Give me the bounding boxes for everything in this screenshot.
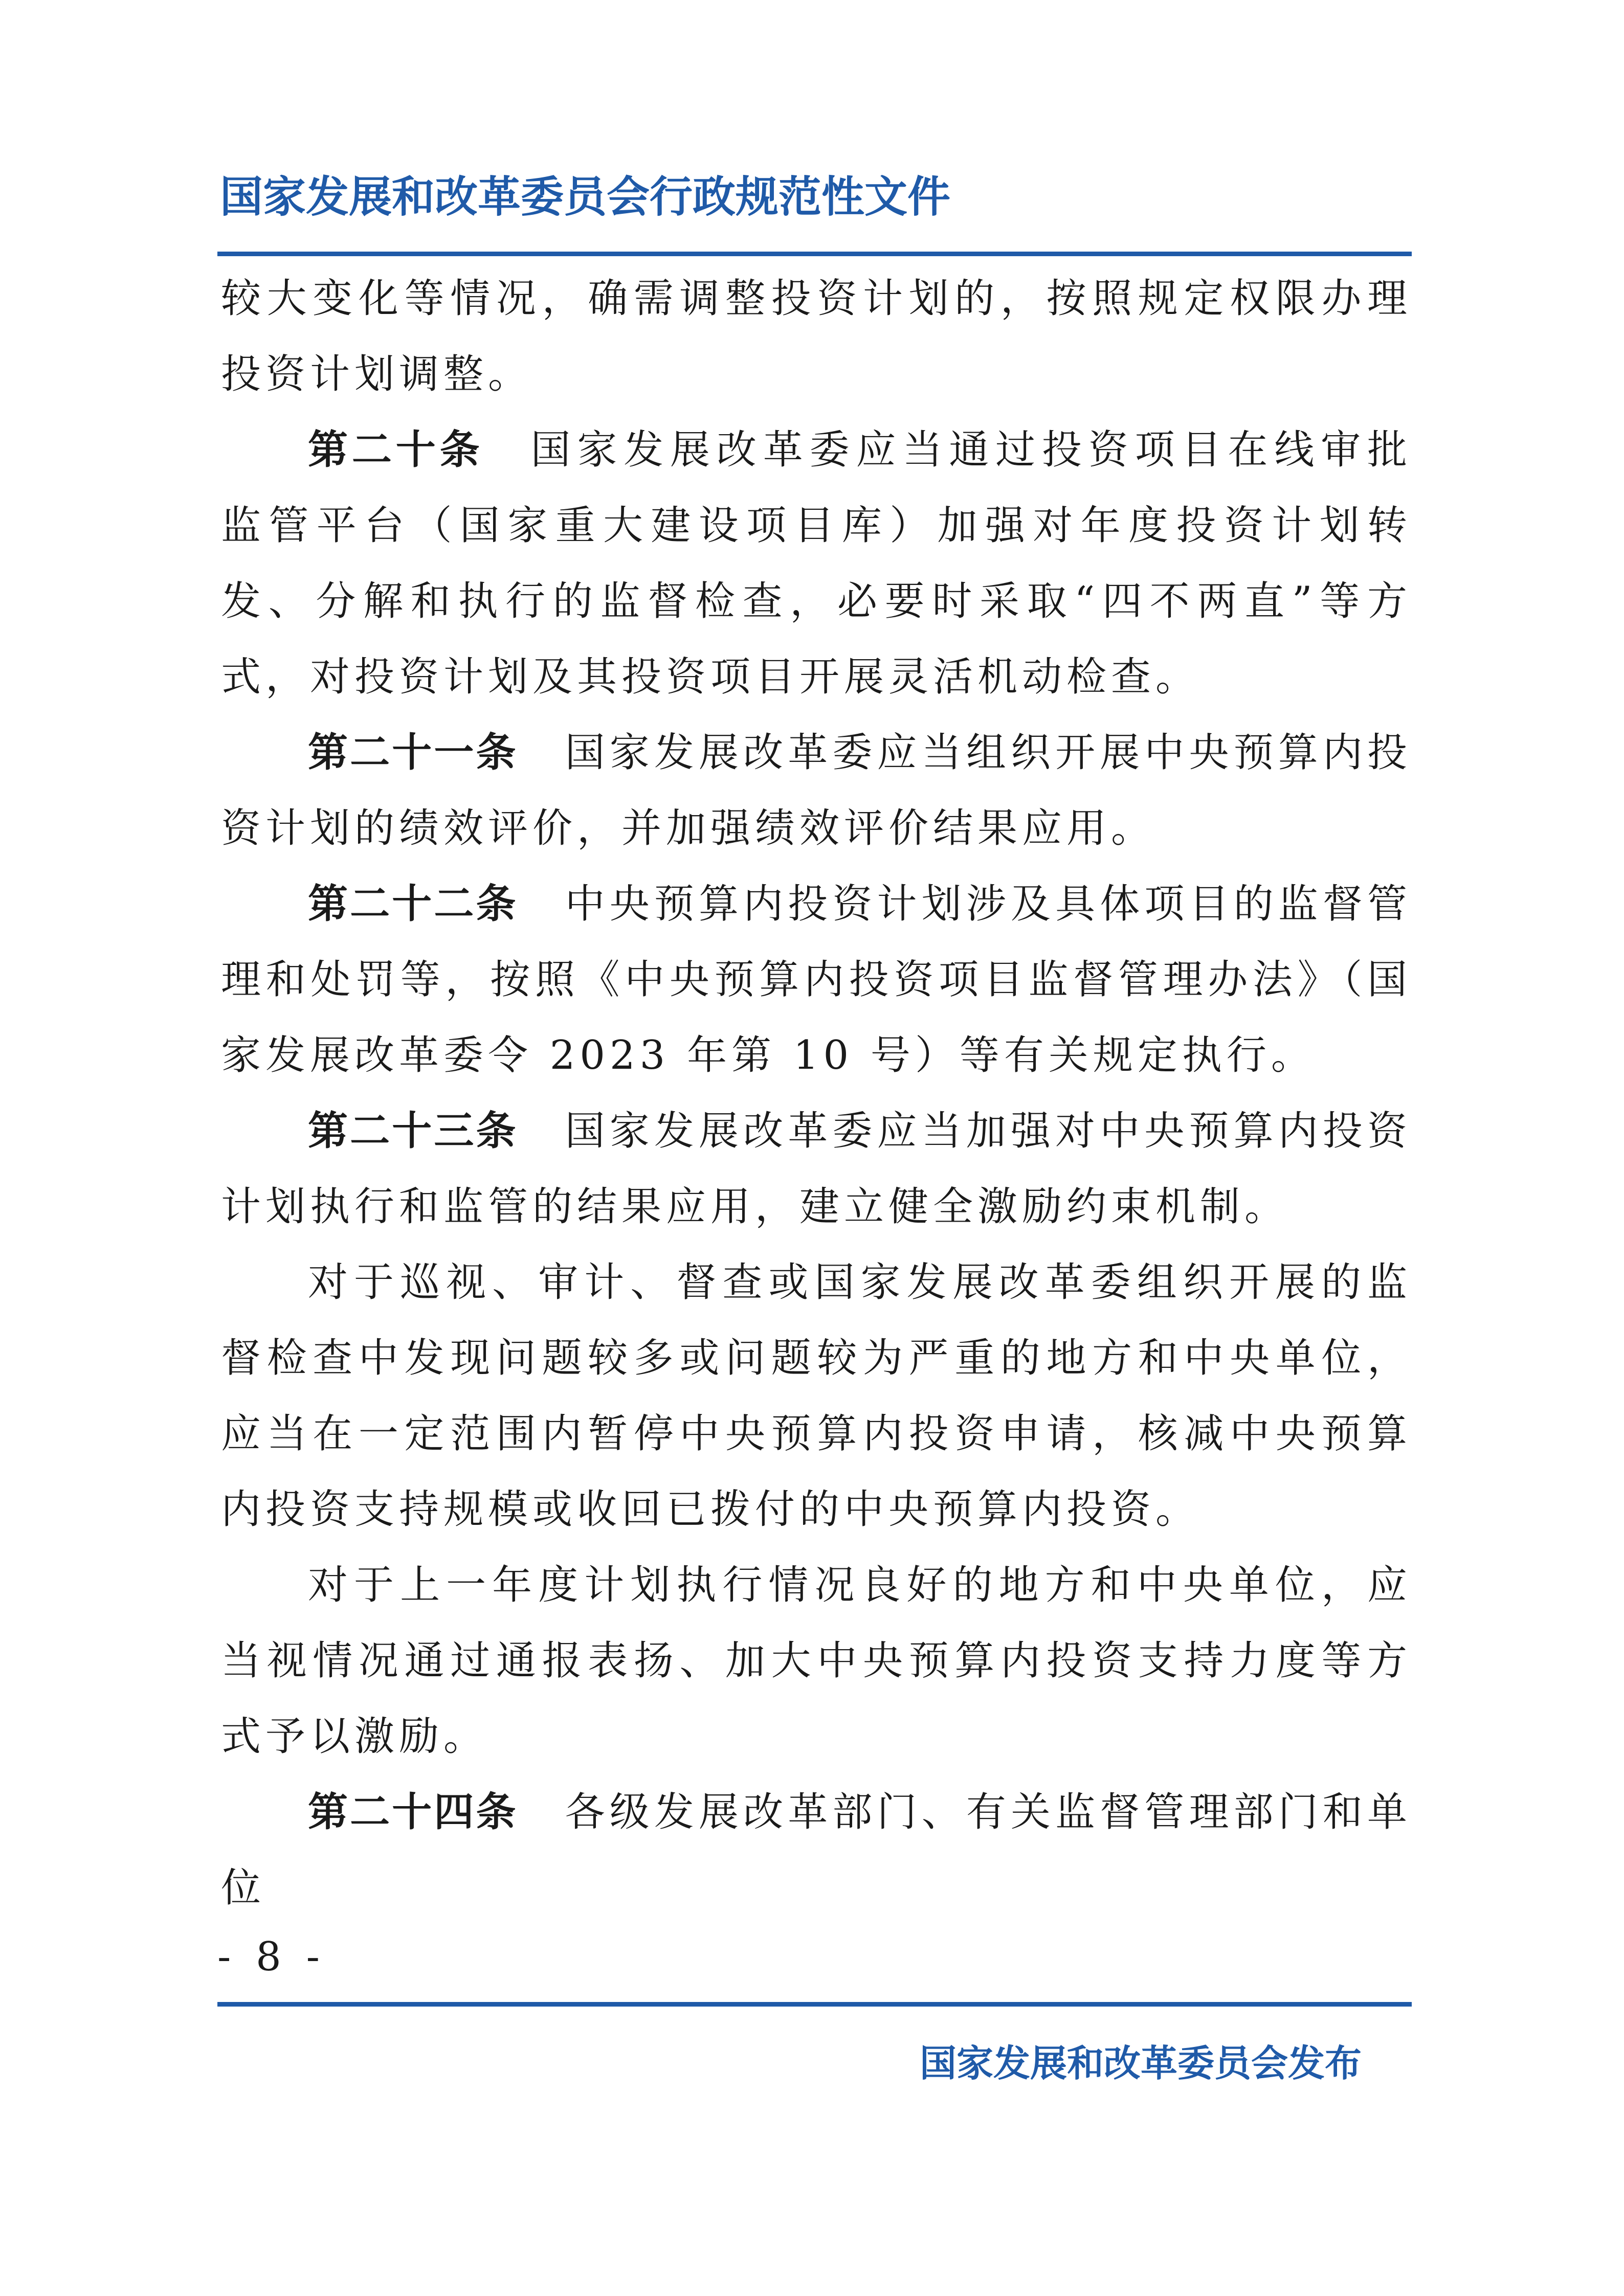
article-22-heading: 第二十二条 [308, 881, 518, 927]
footer-divider [217, 2002, 1412, 2007]
article-24-heading: 第二十四条 [308, 1789, 518, 1835]
article-21-heading: 第二十一条 [308, 730, 518, 776]
document-body [221, 261, 1412, 1926]
article-22-text: 中央预算内投资计划涉及具体项目的监督管理和处罚等，按照《中央预算内投资项目监督管理办法》（国家发展改革委令 2023 年第 10 号）等有关规定执行。 [221, 881, 1412, 1078]
article-23-clause-2 [221, 1245, 1412, 1547]
article-24-paragraph [221, 1774, 1412, 1926]
article-21-paragraph [221, 715, 1412, 866]
article-23-clause-3 [221, 1547, 1412, 1774]
article-23-heading: 第二十三条 [308, 1108, 518, 1154]
document-header-title: 国家发展和改革委员会行政规范性文件 [220, 172, 951, 222]
paragraph-text: 对于巡视、审计、督查或国家发展改革委组织开展的监督检查中发现问题较多或问题较为严重的地方和中央单位，应当在一定范围内暂停中央预算内投资申请，核减中央预算内投资支持规模或收回已拨付的中央预算内投资。 [221, 1259, 1412, 1533]
page-number: - 8 - [217, 1934, 326, 1980]
article-21-text: 国家发展改革委应当组织开展中央预算内投资计划的绩效评价，并加强绩效评价结果应用。 [221, 730, 1412, 851]
article-20-paragraph [221, 412, 1412, 715]
article-20-text: 国家发展改革委应当通过投资项目在线审批监管平台（国家重大建设项目库）加强对年度投资计划转发、分解和执行的监督检查，必要时采取“四不两直”等方式，对投资计划及其投资项目开展灵活机动检查。 [221, 427, 1412, 700]
paragraph-text: 较大变化等情况，确需调整投资计划的，按照规定权限办理投资计划调整。 [221, 276, 1412, 397]
paragraph-text: 对于上一年度计划执行情况良好的地方和中央单位，应当视情况通过通报表扬、加大中央预算内投资支持力度等方式予以激励。 [221, 1562, 1412, 1760]
header-divider [217, 252, 1412, 256]
footer-publisher: 国家发展和改革委员会发布 [920, 2042, 1362, 2085]
article-23-paragraph [221, 1093, 1412, 1245]
article-22-paragraph [221, 866, 1412, 1093]
article-23-text: 国家发展改革委应当加强对中央预算内投资计划执行和监管的结果应用，建立健全激励约束机制。 [221, 1108, 1412, 1230]
paragraph-continuation [221, 261, 1412, 412]
article-20-heading: 第二十条 [308, 427, 484, 473]
article-24-text: 各级发展改革部门、有关监督管理部门和单位 [221, 1789, 1412, 1911]
